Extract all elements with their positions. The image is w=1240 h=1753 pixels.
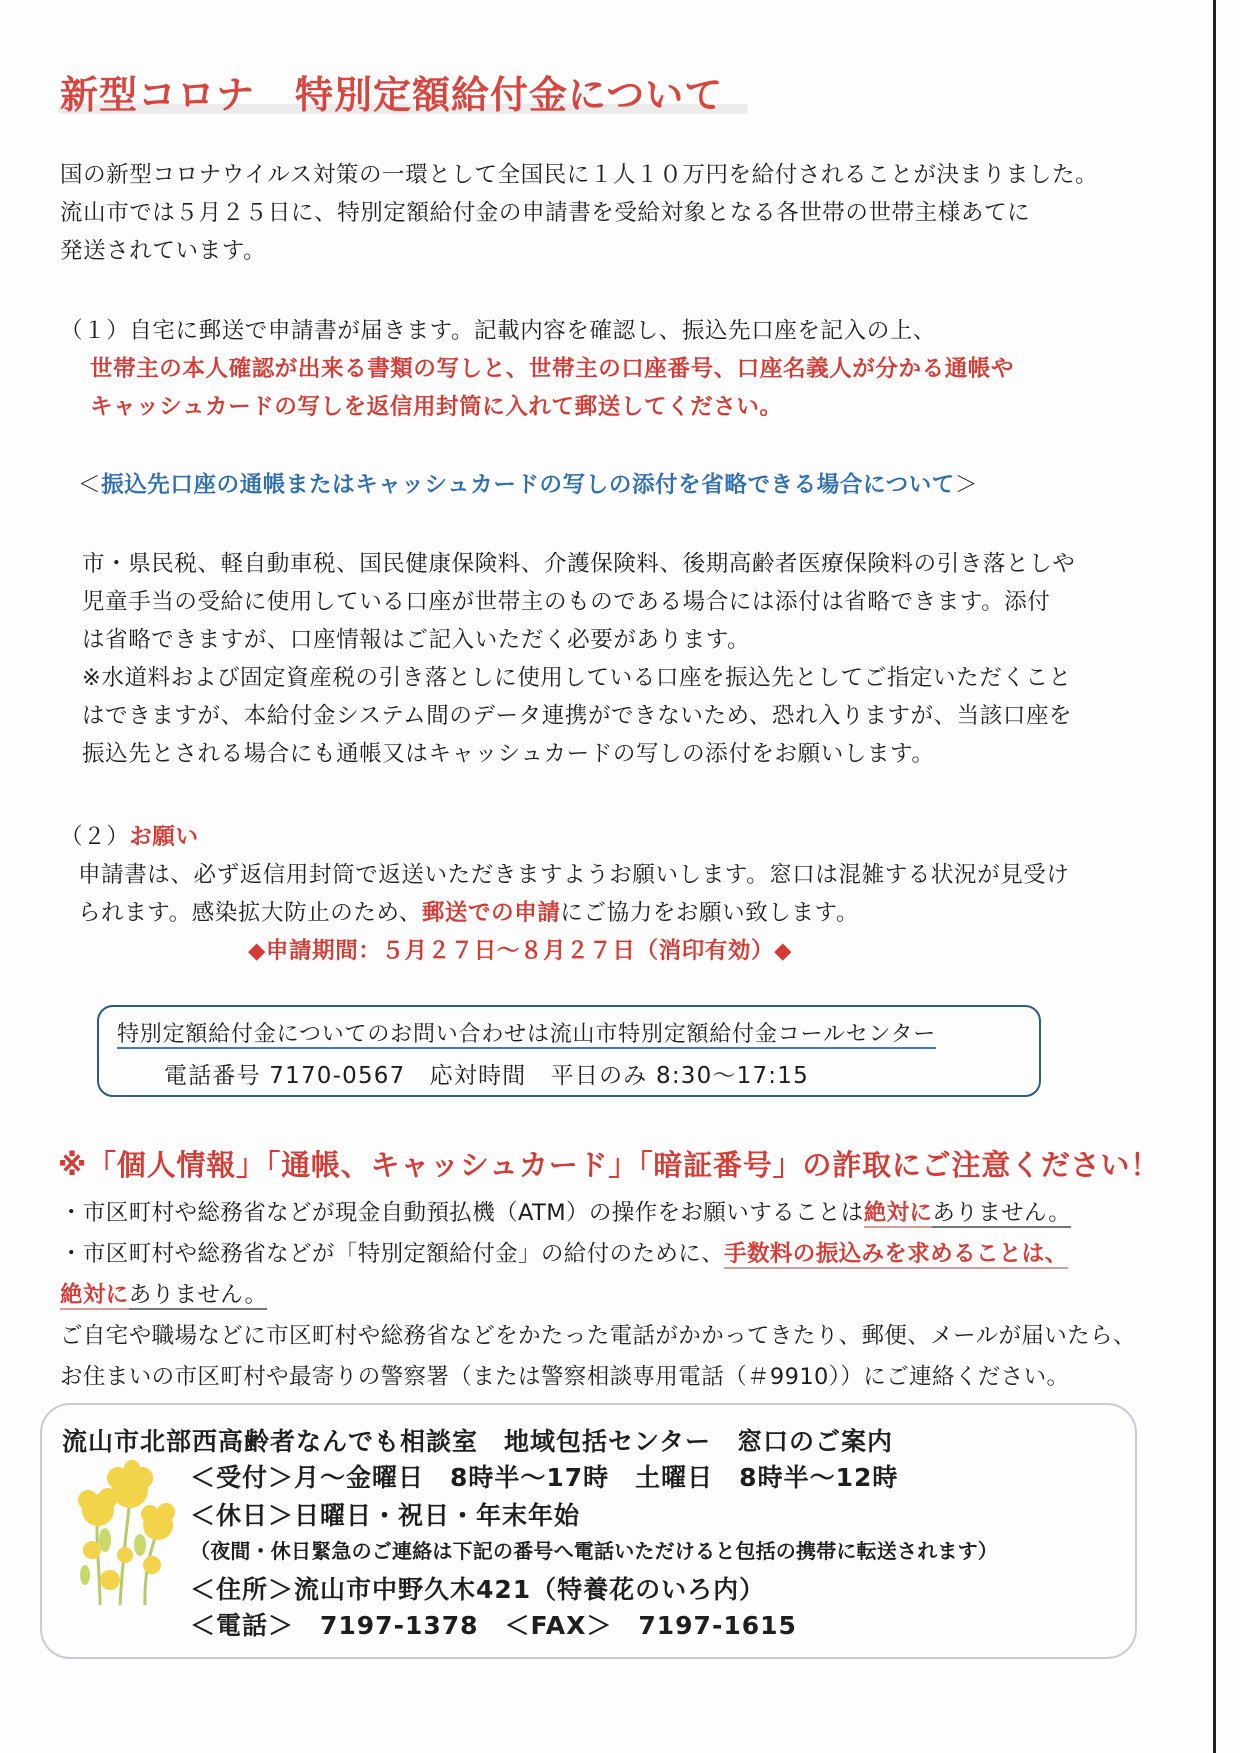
warning-para-1: ご自宅や職場などに市区町村や総務省などをかたった電話がかかってきたり、郵便、メールが届いたら、	[60, 1323, 1136, 1349]
fraud-warning-title: ※「個人情報」「通帳、キャッシュカード」「暗証番号」の詐取にご注意ください！	[58, 1148, 1161, 1182]
rapeseed-flower-icon	[70, 1460, 180, 1610]
center-emergency-note: （夜間・休日緊急のご連絡は下記の番号へ電話いただけると包括の携帯に転送されます）	[190, 1539, 998, 1563]
warning-bullet-1: ・市区町村や総務省などが現金自動預払機（ATM）の操作をお願いすることは絶対にありません。	[60, 1200, 1072, 1226]
page-edge	[1213, 0, 1216, 1753]
warning-bullet-2: ・市区町村や総務省などが「特別定額給付金」の給付のために、手数料の振込みを求めることは、	[60, 1241, 1068, 1267]
application-period: ◆申請期間：５月２７日～８月２７日（消印有効）◆	[248, 938, 793, 964]
center-reception: ＜受付＞月～金曜日 8時半～17時 土曜日 8時半～12時	[190, 1463, 899, 1492]
section1-body-3: は省略できますが、口座情報はご記入いただく必要があります。	[82, 627, 751, 653]
intro-line-1: 国の新型コロナウイルス対策の一環として全国民に１人１０万円を給付されることが決まりました。	[60, 162, 1099, 188]
section1-body-5: はできますが、本給付金システム間のデータ連携ができないため、恐れ入りますが、当該口座を	[82, 703, 1073, 729]
center-phone-fax: ＜電話＞ 7197-1378 ＜FAX＞ 7197-1615	[190, 1611, 797, 1640]
warning-para-2: お住まいの市区町村や最寄りの警察署（または警察相談専用電話（＃9910））にご連絡ください。	[60, 1364, 1070, 1390]
center-title: 流山市北部西高齢者なんでも相談室 地域包括センター 窓口のご案内	[62, 1427, 894, 1456]
section1-body-4: ※水道料および固定資産税の引き落としに使用している口座を振込先としてご指定いただくこと	[82, 665, 1072, 691]
section2-line-1: 申請書は、必ず返信用封筒で返送いただきますようお願いします。窓口は混雑する状況が見受け	[78, 862, 1070, 888]
section1-body-1: 市・県民税、軽自動車税、国民健康保険料、介護保険料、後期高齢者医療保険料の引き落としや	[82, 551, 1076, 577]
section1-red-line-2: キャッシュカードの写しを返信用封筒に入れて郵送してください。	[90, 394, 783, 420]
contact-box	[97, 1005, 1041, 1097]
center-address: ＜住所＞流山市中野久木421（特養花のいろ内）	[190, 1575, 766, 1604]
section1-body-6: 振込先とされる場合にも通帳又はキャッシュカードの写しの添付をお願いします。	[82, 741, 935, 767]
section1-body-2: 児童手当の受給に使用している口座が世帯主のものである場合には添付は省略できます。添付	[82, 589, 1051, 615]
contact-line-2: 電話番号 7170-0567 応対時間 平日のみ 8:30～17:15	[164, 1063, 809, 1089]
section1-subheading: ＜振込先口座の通帳またはキャッシュカードの写しの添付を省略できる場合について＞	[78, 472, 979, 498]
section1-line: （１）自宅に郵送で申請書が届きます。記載内容を確認し、振込先口座を記入の上、	[60, 318, 937, 344]
center-holiday: ＜休日＞日曜日・祝日・年末年始	[190, 1501, 581, 1530]
contact-line-1: 特別定額給付金についてのお問い合わせは流山市特別定額給付金コールセンター	[117, 1022, 937, 1047]
section2-heading: （２）お願い	[60, 824, 199, 850]
page-title: 新型コロナ 特別定額給付金について	[60, 73, 724, 117]
section2-line-2: られます。感染拡大防止のため、郵送での申請にご協力をお願い致します。	[78, 900, 859, 926]
section1-red-line-1: 世帯主の本人確認が出来る書類の写しと、世帯主の口座番号、口座名義人が分かる通帳や	[90, 356, 1015, 382]
warning-bullet-2-cont: 絶対にありません。	[60, 1282, 268, 1308]
intro-line-3: 発送されています。	[60, 238, 267, 264]
intro-line-2: 流山市では５月２５日に、特別定額給付金の申請書を受給対象となる各世帯の世帯主様あてに	[60, 200, 1031, 226]
